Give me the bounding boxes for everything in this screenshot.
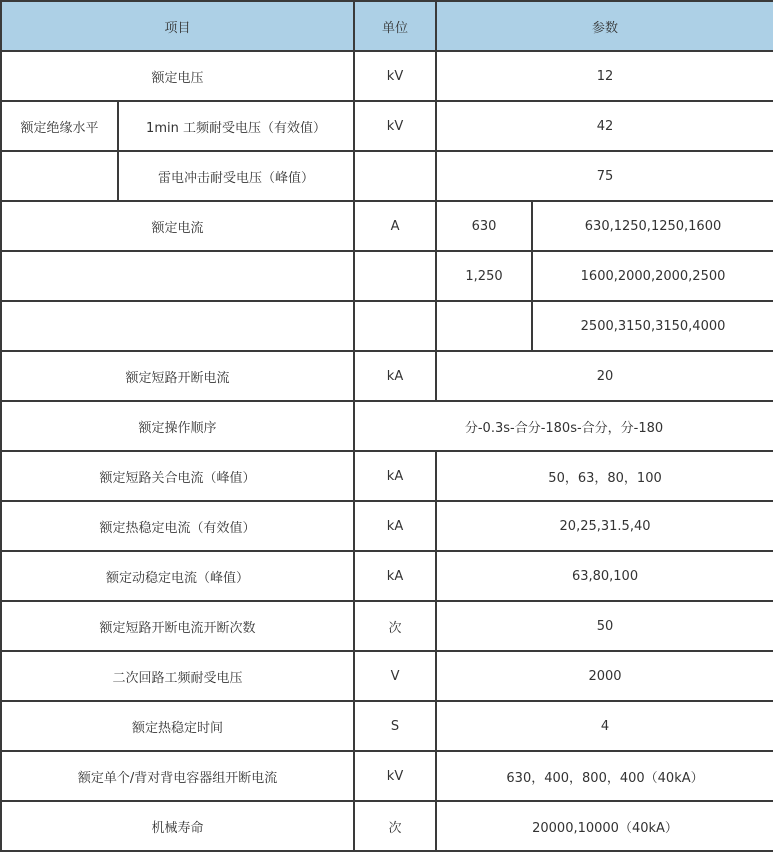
header-param: 参数 <box>436 1 773 51</box>
value-cell-b: 2500,3150,3150,4000 <box>532 301 773 351</box>
value-cell-a: 1,250 <box>436 251 532 301</box>
item-cell: 额定热稳定电流（有效值） <box>1 501 354 551</box>
value-cell: 50，63，80，100 <box>436 451 773 501</box>
unit-cell: kV <box>354 51 436 101</box>
table-row <box>1 101 773 151</box>
unit-cell: S <box>354 701 436 751</box>
unit-cell: kV <box>354 101 436 151</box>
value-cell: 50 <box>436 601 773 651</box>
table-row <box>1 151 773 201</box>
table-row <box>1 551 773 601</box>
item-cell: 额定动稳定电流（峰值） <box>1 551 354 601</box>
unit-cell: 次 <box>354 801 436 851</box>
value-cell-a: 630 <box>436 201 532 251</box>
unit-cell-empty <box>354 301 436 351</box>
unit-cell: kA <box>354 351 436 401</box>
table-row <box>1 801 773 851</box>
header-unit: 单位 <box>354 1 436 51</box>
item-cell: 额定短路关合电流（峰值） <box>1 451 354 501</box>
value-cell: 630，400，800，400（40kA） <box>436 751 773 801</box>
item-cell: 额定单个/背对背电容器组开断电流 <box>1 751 354 801</box>
table-row <box>1 251 773 301</box>
value-cell: 20,25,31.5,40 <box>436 501 773 551</box>
item-cell: 雷电冲击耐受电压（峰值） <box>118 151 354 201</box>
value-cell: 20000,10000（40kA） <box>436 801 773 851</box>
item-cell-empty <box>1 251 354 301</box>
group-cell-empty <box>1 151 118 201</box>
unit-cell: kV <box>354 751 436 801</box>
unit-cell: A <box>354 201 436 251</box>
group-cell: 额定绝缘水平 <box>1 101 118 151</box>
header-row <box>1 1 773 51</box>
table-row <box>1 401 773 451</box>
item-cell: 额定电压 <box>1 51 354 101</box>
item-cell: 额定电流 <box>1 201 354 251</box>
item-cell: 机械寿命 <box>1 801 354 851</box>
table-row <box>1 751 773 801</box>
table-row <box>1 201 773 251</box>
value-cell: 20 <box>436 351 773 401</box>
table-row <box>1 701 773 751</box>
table-row <box>1 351 773 401</box>
table-row <box>1 601 773 651</box>
value-cell: 12 <box>436 51 773 101</box>
unit-cell <box>354 151 436 201</box>
item-cell-empty <box>1 301 354 351</box>
unit-cell: kA <box>354 551 436 601</box>
item-cell: 额定操作顺序 <box>1 401 354 451</box>
unit-cell: kA <box>354 451 436 501</box>
item-cell: 额定热稳定时间 <box>1 701 354 751</box>
item-cell: 二次回路工频耐受电压 <box>1 651 354 701</box>
value-cell: 2000 <box>436 651 773 701</box>
value-cell: 分-0.3s-合分-180s-合分，分-180 <box>354 401 773 451</box>
table-row <box>1 451 773 501</box>
table-row <box>1 651 773 701</box>
unit-cell: kA <box>354 501 436 551</box>
value-cell: 63,80,100 <box>436 551 773 601</box>
table-row <box>1 501 773 551</box>
unit-cell: 次 <box>354 601 436 651</box>
value-cell: 42 <box>436 101 773 151</box>
header-item: 项目 <box>1 1 354 51</box>
item-cell: 额定短路开断电流开断次数 <box>1 601 354 651</box>
unit-cell-empty <box>354 251 436 301</box>
value-cell: 4 <box>436 701 773 751</box>
value-cell-b: 1600,2000,2000,2500 <box>532 251 773 301</box>
value-cell: 75 <box>436 151 773 201</box>
item-cell: 额定短路开断电流 <box>1 351 354 401</box>
item-cell: 1min 工频耐受电压（有效值） <box>118 101 354 151</box>
value-cell-b: 630,1250,1250,1600 <box>532 201 773 251</box>
table-row <box>1 51 773 101</box>
table-row <box>1 301 773 351</box>
value-cell-a <box>436 301 532 351</box>
unit-cell: V <box>354 651 436 701</box>
